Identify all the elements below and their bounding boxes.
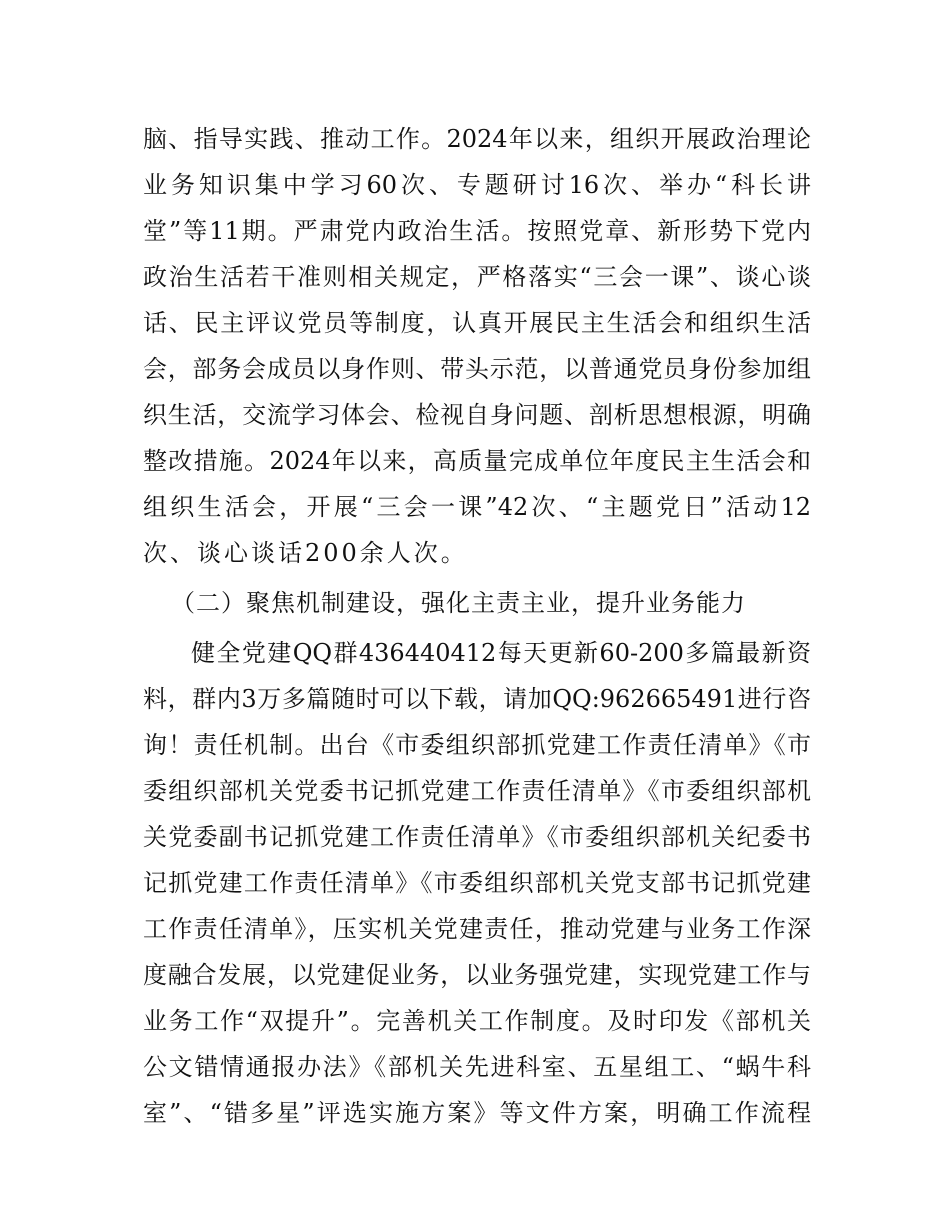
text-line: 委组织部机关党委书记抓党建工作责任清单》《市委组织部机 (143, 777, 811, 805)
text-line: 织生活，交流学习体会、检视自身问题、剖析思想根源，明确 (143, 401, 811, 429)
paragraph-party-life (143, 116, 811, 576)
text-line: 会，部务会成员以身作则、带头示范，以普通党员身份参加组 (143, 355, 811, 383)
text-line: 记抓党建工作责任清单》《市委组织部机关党支部书记抓党建 (143, 869, 811, 897)
text-line: 话、民主评议党员等制度，认真开展民主生活会和组织生活 (143, 309, 811, 337)
text-line: 度融合发展，以党建促业务，以业务强党建，实现党建工作与 (143, 961, 811, 989)
document-body (143, 116, 811, 1136)
paragraph-mechanism (143, 630, 811, 1136)
section-heading: （二）聚焦机制建设，强化主责主业，提升业务能力 (171, 589, 746, 617)
text-line: 整改措施。2024年以来，高质量完成单位年度民主生活会和 (143, 447, 811, 475)
text-line: 公文错情通报办法》《部机关先进科室、五星组工、“蜗牛科 (143, 1053, 811, 1081)
text-line: 组织生活会，开展“三会一课”42次、“主题党日”活动12 (143, 493, 811, 521)
text-line: 政治生活若干准则相关规定，严格落实“三会一课”、谈心谈 (143, 263, 811, 291)
text-line: 询！责任机制。出台《市委组织部抓党建工作责任清单》《市 (143, 731, 811, 759)
text-line: 业务知识集中学习60次、专题研讨16次、举办“科长讲 (143, 171, 811, 199)
text-line: 料，群内3万多篇随时可以下载，请加QQ:962665491进行咨 (143, 685, 811, 713)
text-line: 次、谈心谈话200余人次。 (143, 539, 468, 567)
text-line: 关党委副书记抓党建工作责任清单》《市委组织部机关纪委书 (143, 823, 811, 851)
text-line: 工作责任清单》，压实机关党建责任，推动党建与业务工作深 (143, 915, 811, 943)
text-line: 健全党建QQ群436440412每天更新60-200多篇最新资 (191, 639, 811, 667)
text-line: 脑、指导实践、推动工作。2024年以来，组织开展政治理论 (143, 125, 811, 153)
text-line: 业务工作“双提升”。完善机关工作制度。及时印发《部机关 (143, 1007, 811, 1035)
text-line: 室”、“错多星”评选实施方案》等文件方案，明确工作流程 (143, 1099, 811, 1127)
text-line: 堂”等11期。严肃党内政治生活。按照党章、新形势下党内 (143, 217, 811, 245)
